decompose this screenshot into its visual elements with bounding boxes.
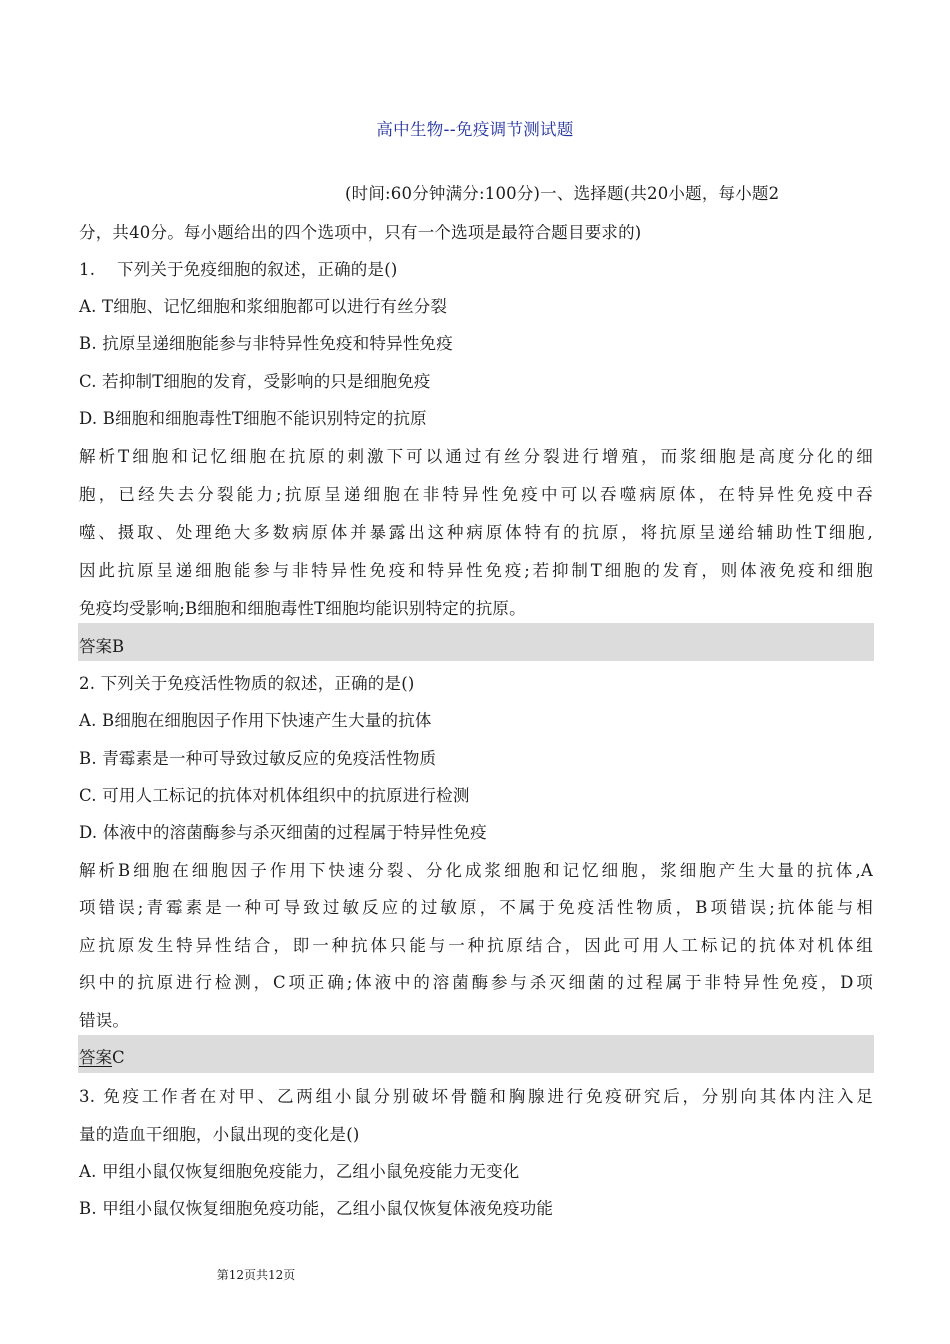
question-2-answer — [79, 1047, 125, 1069]
question-2-option-d: D. 体液中的溶菌酶参与杀灭细菌的过程属于特异性免疫 — [79, 823, 487, 842]
question-1-analysis-line: 免疫均受影响;B细胞和细胞毒性T细胞均能识别特定的抗原。 — [79, 599, 526, 618]
question-1-option-b: B. 抗原呈递细胞能参与非特异性免疫和特异性免疫 — [79, 334, 453, 353]
question-2-answer-label: 答案 — [79, 1048, 112, 1067]
question-2-analysis-line: 错误。 — [79, 1011, 130, 1030]
exam-intro-line-1: (时间:60分钟满分:100分)一、选择题(共20小题，每小题2 — [345, 184, 780, 203]
question-2-option-c: C. 可用人工标记的抗体对机体组织中的抗原进行检测 — [79, 786, 470, 805]
question-1-answer-highlight — [78, 623, 874, 661]
question-2-stem: 2. 下列关于免疫活性物质的叙述，正确的是() — [79, 674, 415, 693]
exam-intro-line-2: 分，共40分。每小题给出的四个选项中，只有一个选项是最符合题目要求的) — [79, 223, 642, 242]
page-title: 高中生物--免疫调节测试题 — [376, 120, 574, 139]
question-2-option-a: A. B细胞在细胞因子作用下快速产生大量的抗体 — [79, 711, 432, 730]
question-1-option-c: C. 若抑制T细胞的发育，受影响的只是细胞免疫 — [79, 372, 431, 391]
question-1-stem — [79, 259, 873, 281]
question-1-analysis-line: 因此抗原呈递细胞能参与非特异性免疫和特异性免疫;若抑制T细胞的发育，则体液免疫和细胞 — [79, 561, 873, 580]
question-2-analysis-line: 应抗原发生特异性结合，即一种抗体只能与一种抗原结合，因此可用人工标记的抗体对机体组 — [79, 936, 873, 955]
question-1-option-a: A. T细胞、记忆细胞和浆细胞都可以进行有丝分裂 — [79, 297, 448, 316]
question-1-analysis-line: 胞，已经失去分裂能力;抗原呈递细胞在非特异性免疫中可以吞噬病原体，在特异性免疫中吞 — [79, 485, 873, 504]
question-1-number: 1. — [79, 260, 96, 279]
question-1-analysis-line: 噬、摄取、处理绝大多数病原体并暴露出这种病原体特有的抗原，将抗原呈递给辅助性T细胞, — [79, 523, 873, 542]
question-2-answer-highlight — [78, 1035, 874, 1073]
question-3-stem-line: 量的造血干细胞，小鼠出现的变化是() — [79, 1125, 360, 1144]
question-2-answer-value: C — [112, 1048, 125, 1067]
question-2-analysis-line: 项错误;青霉素是一种可导致过敏反应的过敏原，不属于免疫活性物质，B项错误;抗体能与相 — [79, 898, 873, 917]
question-2-analysis-line: 织中的抗原进行检测，C项正确;体液中的溶菌酶参与杀灭细菌的过程属于非特异性免疫，D项 — [79, 973, 873, 992]
question-2-analysis-line: 解析B细胞在细胞因子作用下快速分裂、分化成浆细胞和记忆细胞，浆细胞产生大量的抗体,A — [79, 861, 873, 880]
question-3-option-b: B. 甲组小鼠仅恢复细胞免疫功能，乙组小鼠仅恢复体液免疫功能 — [79, 1199, 554, 1218]
question-2-option-b: B. 青霉素是一种可导致过敏反应的免疫活性物质 — [79, 749, 437, 768]
question-1-option-d: D. B细胞和细胞毒性T细胞不能识别特定的抗原 — [79, 409, 427, 428]
page-footer: 第12页共12页 — [216, 1268, 296, 1282]
question-1-text: 下列关于免疫细胞的叙述，正确的是() — [117, 260, 398, 279]
question-3-option-a: A. 甲组小鼠仅恢复细胞免疫能力，乙组小鼠免疫能力无变化 — [79, 1162, 520, 1181]
question-1-analysis-line: 解析T细胞和记忆细胞在抗原的刺激下可以通过有丝分裂进行增殖，而浆细胞是高度分化的细 — [79, 447, 873, 466]
question-1-answer: 答案B — [79, 637, 125, 656]
question-3-stem-line: 3. 免疫工作者在对甲、乙两组小鼠分别破坏骨髓和胸腺进行免疫研究后，分别向其体内注入足 — [79, 1087, 873, 1106]
